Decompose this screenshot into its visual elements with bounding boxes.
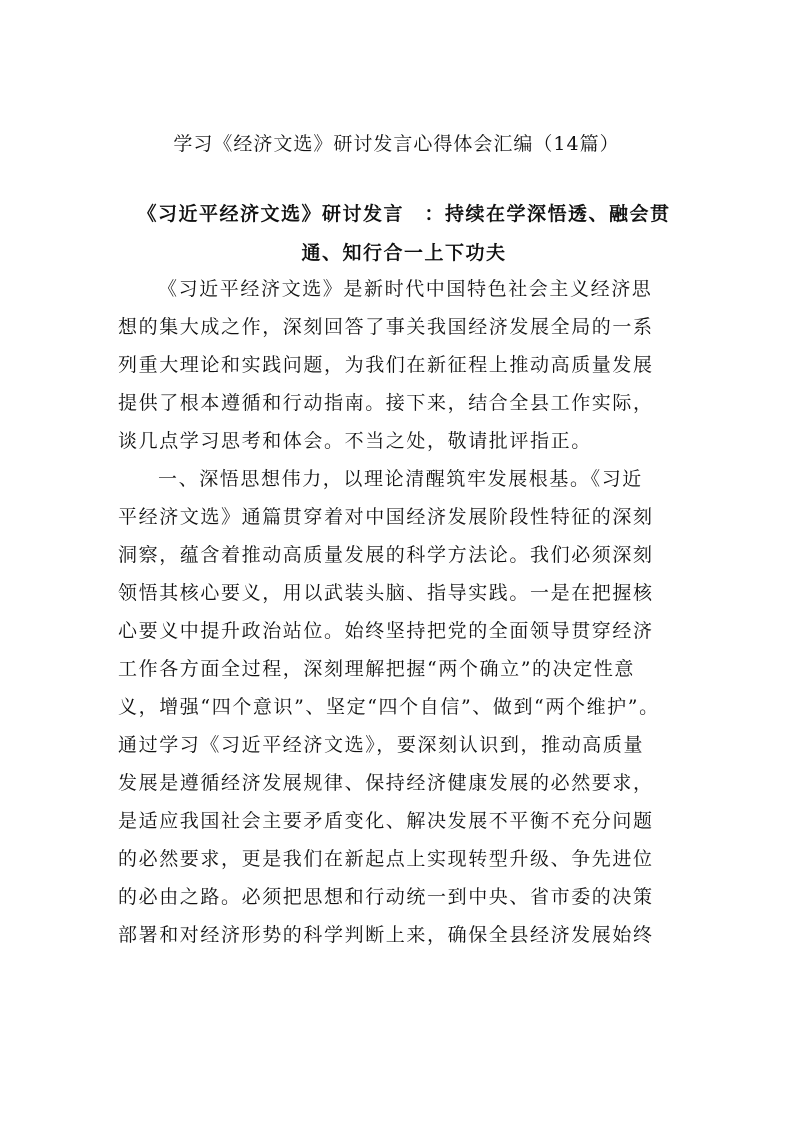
section-heading-line-1: 《习近平经济文选》研讨发言 ：持续在学深悟透、融会贯 xyxy=(137,203,671,225)
section-heading xyxy=(118,195,690,273)
body-line-11: 工作各方面全过程，深刻理解把握“两个确立”的决定性意 xyxy=(118,658,636,680)
body-line-5: 谈几点学习思考和体会。不当之处，敬请批评指正。 xyxy=(118,430,592,452)
body-line-6: 一、深悟思想伟力，以理论清醒筑牢发展根基。《习近 xyxy=(158,468,643,490)
document-title: 学习《经济文选》研讨发言心得体会汇编（14篇） xyxy=(173,133,620,155)
body-line-1: 《习近平经济文选》是新时代中国特色社会主义经济思 xyxy=(158,278,653,300)
body-line-3: 列重大理论和实践问题，为我们在新征程上推动高质量发展 xyxy=(118,354,654,376)
section-heading-line-2: 通、知行合一上下功夫 xyxy=(301,242,507,264)
body-line-18: 部署和对经济形势的科学判断上来，确保全县经济发展始终 xyxy=(118,924,654,946)
body-line-2: 想的集大成之作，深刻回答了事关我国经济发展全局的一系 xyxy=(118,316,654,338)
body-line-10: 心要义中提升政治站位。始终坚持把党的全面领导贯穿经济 xyxy=(118,620,654,642)
body-line-8: 洞察，蕴含着推动高质量发展的科学方法论。我们必须深刻 xyxy=(118,544,654,566)
body-line-16: 的必然要求，更是我们在新起点上实现转型升级、争先进位 xyxy=(118,848,654,870)
body-line-7: 平经济文选》通篇贯穿着对中国经济发展阶段性特征的深刻 xyxy=(118,506,654,528)
body-line-17: 的必由之路。必须把思想和行动统一到中央、省市委的决策 xyxy=(118,886,654,908)
body-line-13: 通过学习《习近平经济文选》，要深刻认识到，推动高质量 xyxy=(118,734,645,756)
body-line-15: 是适应我国社会主要矛盾变化、解决发展不平衡不充分问题 xyxy=(118,810,654,832)
document-body xyxy=(118,270,690,954)
body-line-14: 发展是遵循经济发展规律、保持经济健康发展的必然要求， xyxy=(118,772,654,794)
body-line-4: 提供了根本遵循和行动指南。接下来，结合全县工作实际， xyxy=(118,392,654,414)
body-line-9: 领悟其核心要义，用以武装头脑、指导实践。一是在把握核 xyxy=(118,582,654,604)
body-line-12: 义，增强“四个意识”、坚定“四个自信”、做到“两个维护”。 xyxy=(118,696,660,718)
